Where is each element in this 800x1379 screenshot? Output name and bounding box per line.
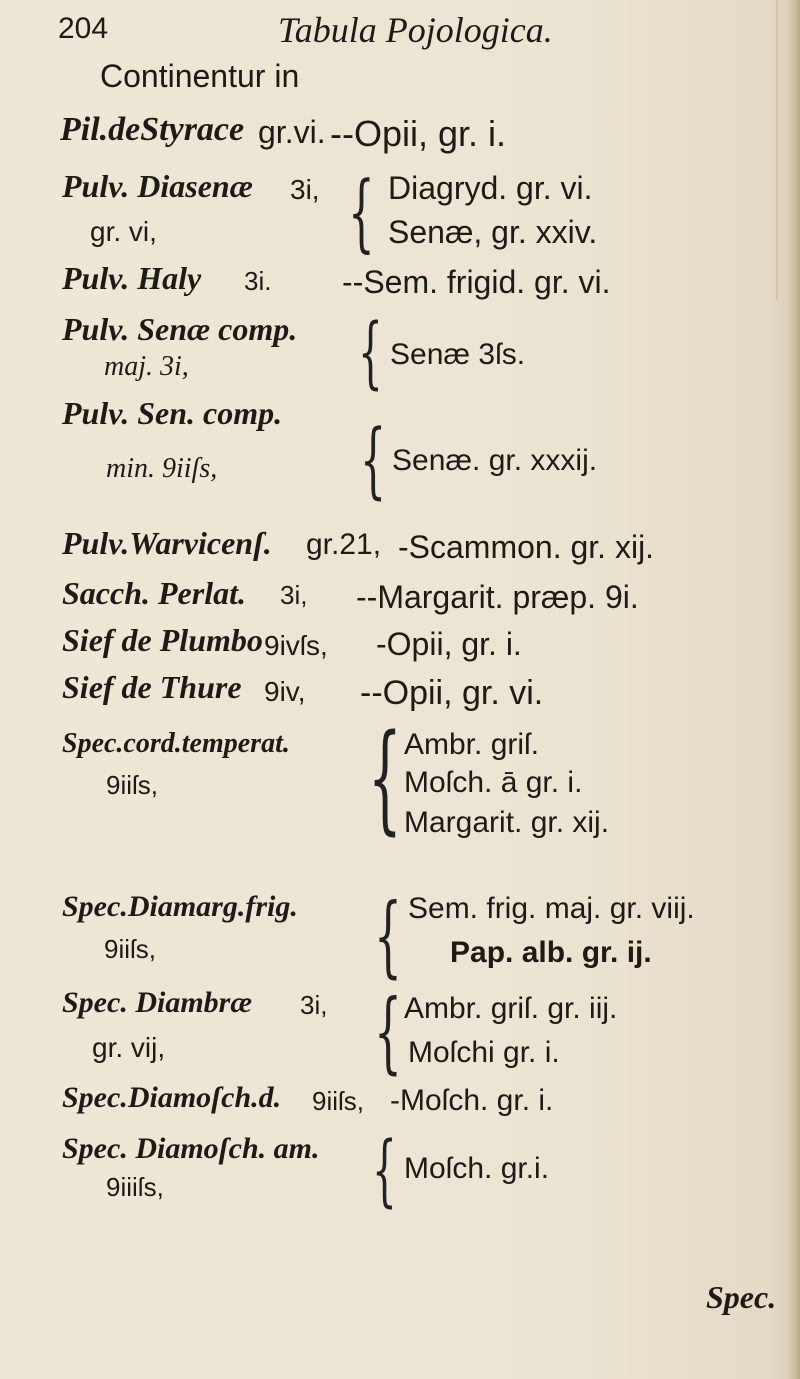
entry-dose-continued: gr. vij, [92, 1032, 166, 1063]
entry-dose: min. 9iiſs, [106, 453, 218, 484]
entry-name: Spec. Diambræ [62, 986, 252, 1019]
entry-dose: 9ivſs, [264, 630, 328, 661]
entry-content: Senæ, gr. xxiv. [388, 214, 598, 250]
page-edge-shadow [776, 0, 778, 300]
entry-dose: 3i, [300, 990, 328, 1020]
entry-content: Pap. alb. gr. ij. [450, 936, 652, 969]
curly-brace: { [348, 163, 375, 261]
curly-brace: { [358, 308, 383, 398]
entry-name: Sief de Thure [62, 669, 242, 705]
entry-dose: 9iiſs, [106, 770, 159, 800]
entry-content: -Moſch. gr. i. [390, 1084, 554, 1117]
entry-content: --Sem. frigid. gr. vi. [342, 264, 611, 300]
entry-dose: gr.21, [306, 528, 382, 561]
page-number: 204 [58, 12, 109, 45]
entry-dose-continued: gr. vi, [90, 216, 157, 247]
entry-dose: 3i, [290, 174, 320, 205]
entry-content: Diagryd. gr. vi. [388, 170, 593, 206]
entry-content: Senæ. gr. xxxij. [392, 444, 598, 477]
entry-name: Pil.deStyrace [60, 111, 245, 148]
entry-content: Moſch. ā gr. i. [404, 766, 583, 799]
entry-name: Pulv. Senæ comp. [62, 311, 298, 347]
entry-content: Margarit. gr. xij. [404, 806, 610, 839]
entry-dose: 9iiſs, [312, 1086, 365, 1116]
entry-dose: 9iv, [264, 676, 306, 707]
entry-dose: 3i. [244, 266, 272, 296]
entry-content: Ambr. griſ. [404, 728, 540, 761]
entry-content: Moſchi gr. i. [408, 1036, 560, 1069]
entry-name: Spec.cord.temperat. [62, 728, 290, 759]
curly-brace: { [374, 884, 402, 987]
entry-name: Spec. Diamoſch. am. [62, 1132, 320, 1165]
curly-brace: { [368, 708, 402, 846]
curly-brace: { [372, 1126, 397, 1216]
entry-dose: maj. 3i, [104, 351, 189, 382]
entry-name: Sief de Plumbo [62, 622, 263, 658]
entry-content: --Opii, gr. vi. [360, 674, 544, 712]
entry-content: Moſch. gr.i. [404, 1152, 550, 1185]
intro-line: Continentur in [100, 58, 300, 94]
catchword: Spec. [706, 1279, 777, 1315]
page-edge [786, 0, 800, 1379]
entry-name: Pulv.Warvicenſ. [62, 525, 272, 561]
entry-content: --Opii, gr. i. [330, 113, 507, 154]
entry-name: Sacch. Perlat. [62, 575, 246, 611]
curly-brace: { [374, 980, 402, 1083]
entry-content: Senæ 3ſs. [390, 338, 526, 371]
entry-dose: 3i, [280, 580, 308, 610]
entry-content: Sem. frig. maj. gr. viij. [408, 892, 695, 925]
entry-name: Pulv. Haly [62, 260, 202, 296]
entry-content: Ambr. griſ. gr. iij. [404, 992, 618, 1025]
entry-name: Spec.Diamarg.frig. [62, 890, 298, 923]
entry-name: Pulv. Diasenæ [62, 168, 253, 204]
entry-content: -Opii, gr. i. [376, 626, 522, 662]
entry-dose: 9iiiſs, [106, 1172, 164, 1202]
entry-content: -Scammon. gr. xij. [398, 529, 655, 565]
entry-name: Pulv. Sen. comp. [62, 395, 283, 431]
entry-dose: 9iiſs, [104, 934, 157, 964]
curly-brace: { [360, 413, 387, 508]
entry-name: Spec.Diamoſch.d. [62, 1081, 282, 1114]
entry-content: --Margarit. præp. 9i. [356, 579, 639, 615]
entry-dose: gr.vi. [258, 114, 326, 150]
running-title: Tabula Pojologica. [278, 10, 553, 50]
